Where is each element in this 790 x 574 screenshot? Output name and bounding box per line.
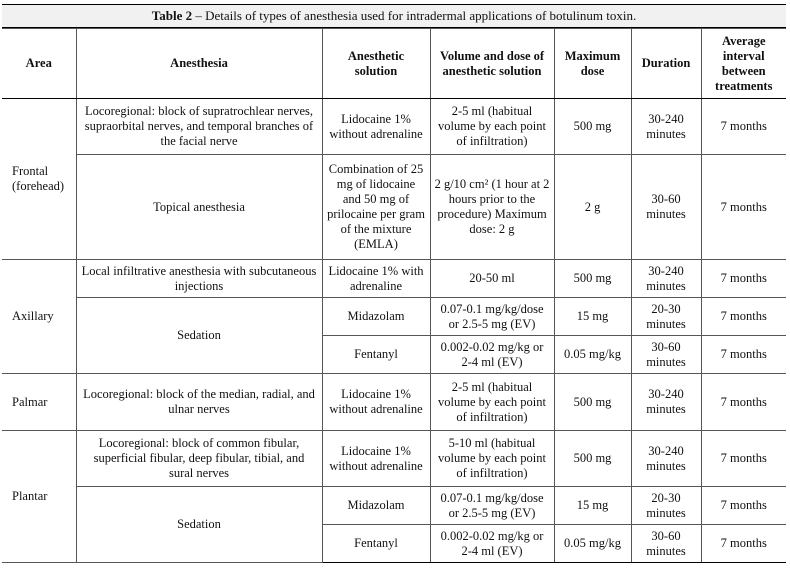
interval-cell: 7 months	[701, 525, 786, 563]
interval-cell: 7 months	[701, 298, 786, 336]
area-axillary: Axillary	[2, 260, 76, 374]
volume-cell: 2 g/10 cm² (1 hour at 2 hours prior to the procedure) Maximum dose: 2 g	[430, 155, 554, 260]
solution-cell: Midazolam	[322, 487, 430, 525]
anesthesia-cell: Locoregional: block of common fibular, superficial fibular, deep fibular, tibial, and sural nerves	[76, 431, 322, 487]
table-label: Table 2	[151, 8, 193, 23]
area-frontal: Frontal (forehead)	[2, 99, 76, 260]
table-row	[2, 487, 786, 525]
interval-cell: 7 months	[701, 487, 786, 525]
max-dose-cell: 0.05 mg/kg	[554, 525, 631, 563]
header-area: Area	[2, 29, 76, 99]
solution-cell: Fentanyl	[322, 336, 430, 374]
table-caption-text: – Details of types of anesthesia used for intradermal applications of botulinum toxin.	[192, 8, 637, 23]
interval-cell: 7 months	[701, 155, 786, 260]
table-row	[2, 99, 786, 155]
solution-cell: Lidocaine 1% with adrenaline	[322, 260, 430, 298]
duration-cell: 30-240 minutes	[631, 260, 701, 298]
volume-cell: 0.002-0.02 mg/kg or 2-4 ml (EV)	[430, 336, 554, 374]
duration-cell: 30-240 minutes	[631, 374, 701, 431]
anesthesia-cell: Sedation	[76, 487, 322, 563]
solution-cell: Fentanyl	[322, 525, 430, 563]
area-palmar: Palmar	[2, 374, 76, 431]
volume-cell: 5-10 ml (habitual volume by each point of infiltration)	[430, 431, 554, 487]
area-plantar: Plantar	[2, 431, 76, 563]
solution-cell: Midazolam	[322, 298, 430, 336]
header-anesthesia: Anesthesia	[76, 29, 322, 99]
header-interval: Average interval between treatments	[701, 29, 786, 99]
table-row	[2, 298, 786, 336]
interval-cell: 7 months	[701, 374, 786, 431]
table-container	[2, 4, 786, 563]
interval-cell: 7 months	[701, 431, 786, 487]
duration-cell: 20-30 minutes	[631, 298, 701, 336]
max-dose-cell: 500 mg	[554, 99, 631, 155]
interval-cell: 7 months	[701, 99, 786, 155]
interval-cell: 7 months	[701, 260, 786, 298]
max-dose-cell: 500 mg	[554, 260, 631, 298]
volume-cell: 0.07-0.1 mg/kg/dose or 2.5-5 mg (EV)	[430, 487, 554, 525]
duration-cell: 30-60 minutes	[631, 336, 701, 374]
max-dose-cell: 15 mg	[554, 298, 631, 336]
volume-cell: 0.07-0.1 mg/kg/dose or 2.5-5 mg (EV)	[430, 298, 554, 336]
duration-cell: 30-60 minutes	[631, 525, 701, 563]
anesthesia-cell: Locoregional: block of the median, radial, and ulnar nerves	[76, 374, 322, 431]
solution-cell: Lidocaine 1% without adrenaline	[322, 374, 430, 431]
anesthesia-cell: Sedation	[76, 298, 322, 374]
duration-cell: 30-240 minutes	[631, 431, 701, 487]
header-volume: Volume and dose of anesthetic solution	[430, 29, 554, 99]
solution-cell: Lidocaine 1% without adrenaline	[322, 431, 430, 487]
anesthesia-table	[2, 28, 786, 563]
volume-cell: 0.002-0.02 mg/kg or 2-4 ml (EV)	[430, 525, 554, 563]
header-row	[2, 29, 786, 99]
volume-cell: 20-50 ml	[430, 260, 554, 298]
max-dose-cell: 2 g	[554, 155, 631, 260]
solution-cell: Combination of 25 mg of lidocaine and 50 mg of prilocaine per gram of the mixture (EMLA)	[322, 155, 430, 260]
duration-cell: 30-60 minutes	[631, 155, 701, 260]
table-row	[2, 374, 786, 431]
table-caption	[2, 4, 786, 28]
duration-cell: 20-30 minutes	[631, 487, 701, 525]
table-row	[2, 260, 786, 298]
max-dose-cell: 15 mg	[554, 487, 631, 525]
max-dose-cell: 500 mg	[554, 431, 631, 487]
solution-cell: Lidocaine 1% without adrenaline	[322, 99, 430, 155]
header-solution: Anesthetic solution	[322, 29, 430, 99]
max-dose-cell: 500 mg	[554, 374, 631, 431]
table-row	[2, 155, 786, 260]
duration-cell: 30-240 minutes	[631, 99, 701, 155]
max-dose-cell: 0.05 mg/kg	[554, 336, 631, 374]
header-duration: Duration	[631, 29, 701, 99]
anesthesia-cell: Topical anesthesia	[76, 155, 322, 260]
header-max-dose: Maximum dose	[554, 29, 631, 99]
volume-cell: 2-5 ml (habitual volume by each point of infiltration)	[430, 374, 554, 431]
interval-cell: 7 months	[701, 336, 786, 374]
table-row	[2, 431, 786, 487]
anesthesia-cell: Locoregional: block of supratrochlear nerves, supraorbital nerves, and temporal branches of the facial nerve	[76, 99, 322, 155]
anesthesia-cell: Local infiltrative anesthesia with subcutaneous injections	[76, 260, 322, 298]
volume-cell: 2-5 ml (habitual volume by each point of infiltration)	[430, 99, 554, 155]
